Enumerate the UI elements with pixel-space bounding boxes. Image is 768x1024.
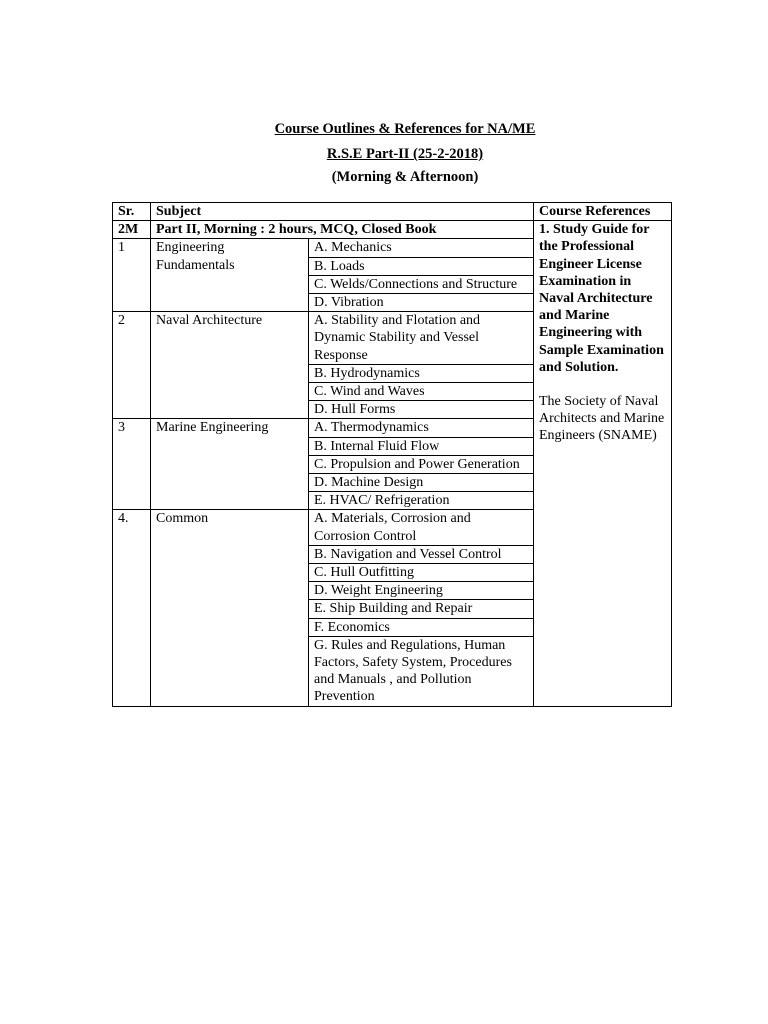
- topic-cell: A. Mechanics: [309, 239, 534, 257]
- topic-cell: C. Welds/Connections and Structure: [309, 275, 534, 293]
- topic-cell: C. Propulsion and Power Generation: [309, 455, 534, 473]
- part-row: [113, 221, 672, 239]
- document-subtitle: R.S.E Part-II (25-2-2018): [326, 146, 484, 162]
- topic-cell: B. Loads: [309, 257, 534, 275]
- topic-cell: D. Vibration: [309, 294, 534, 312]
- row-sr: 1: [113, 239, 151, 312]
- course-references-cell: [534, 221, 672, 706]
- topic-cell: A. Thermodynamics: [309, 419, 534, 437]
- topic-cell: D. Hull Forms: [309, 401, 534, 419]
- part-label: Part II, Morning : 2 hours, MCQ, Closed Book: [151, 221, 534, 239]
- topic-cell: A. Materials, Corrosion and Corrosion Control: [309, 510, 534, 545]
- topic-cell: C. Wind and Waves: [309, 383, 534, 401]
- part-sr: 2M: [113, 221, 151, 239]
- reference-secondary: The Society of Naval Architects and Marine Engineers (SNAME): [539, 394, 665, 444]
- header-references: Course References: [534, 203, 672, 221]
- topic-cell: F. Economics: [309, 618, 534, 636]
- topic-cell: B. Internal Fluid Flow: [309, 437, 534, 455]
- topic-cell: B. Hydrodynamics: [309, 364, 534, 382]
- row-sr: 3: [113, 419, 151, 510]
- row-subject: Engineering Fundamentals: [151, 239, 309, 312]
- topic-cell: E. HVAC/ Refrigeration: [309, 492, 534, 510]
- row-subject: Common: [151, 510, 309, 706]
- header-sr: Sr.: [113, 203, 151, 221]
- document-title: Course Outlines & References for NA/ME: [274, 121, 536, 137]
- reference-primary: 1. Study Guide for the Professional Engineer License Examination in Naval Architecture and Marine Engineering with Sample Examination and Solution.: [539, 222, 664, 375]
- table-header-row: [113, 203, 672, 221]
- topic-cell: E. Ship Building and Repair: [309, 600, 534, 618]
- document-session: (Morning & Afternoon): [331, 169, 479, 185]
- topic-cell: D. Machine Design: [309, 474, 534, 492]
- row-subject: Naval Architecture: [151, 312, 309, 419]
- header-subject: Subject: [151, 203, 534, 221]
- topic-cell: B. Navigation and Vessel Control: [309, 545, 534, 563]
- topic-cell: D. Weight Engineering: [309, 582, 534, 600]
- topic-cell: C. Hull Outfitting: [309, 564, 534, 582]
- row-subject: Marine Engineering: [151, 419, 309, 510]
- row-sr: 2: [113, 312, 151, 419]
- topic-cell: A. Stability and Flotation and Dynamic Stability and Vessel Response: [309, 312, 534, 365]
- course-outline-table: [112, 202, 672, 707]
- row-sr: 4.: [113, 510, 151, 706]
- topic-cell: G. Rules and Regulations, Human Factors, Safety System, Procedures and Manuals , and Pollution Prevention: [309, 636, 534, 706]
